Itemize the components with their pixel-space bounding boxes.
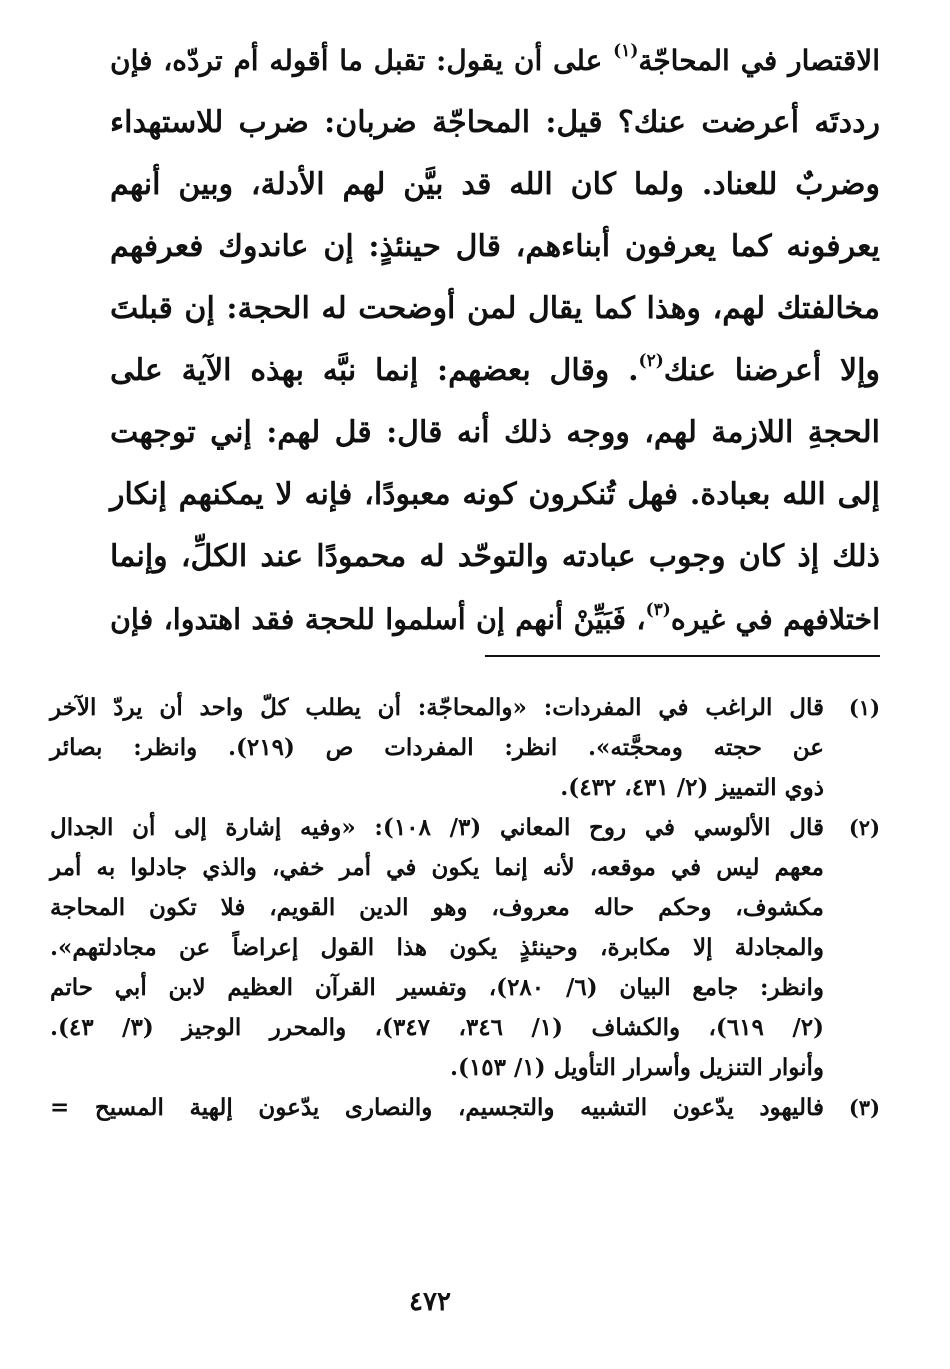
footnote-reference: (٢) <box>638 351 664 371</box>
footnote-3 <box>50 1088 880 1128</box>
footnote-line: عن حجته ومحجَّته». انظر: المفردات ص (٢١٩). وانظر: بصائر <box>50 734 825 761</box>
main-line: وضربٌ للعناد. ولما كان الله قد بيَّن لهم الأدلة، وبين أنهم <box>110 167 880 202</box>
main-line: مخالفتك لهم، وهذا كما يقال لمن أوضحت له الحجة: إن قبلتَ <box>110 291 880 326</box>
footnote-line: معهم ليس في موقعه، لأنه إنما يكون في أمر خفي، والذي جادلوا به أمر <box>50 854 824 881</box>
footnotes <box>50 688 880 1128</box>
footnote-line: ذوي التمييز (٢/ ٤٣١، ٤٣٢). <box>560 774 824 801</box>
main-line: يعرفونه كما يعرفون أبناءهم، قال حينئذٍ: إن عاندوك فعرفهم <box>110 229 880 264</box>
footnote-separator <box>485 655 880 657</box>
main-line: الحجةِ اللازمة لهم، ووجه ذلك أنه قال: قل لهم: إني توجهت <box>110 415 880 450</box>
main-line-text: الاقتصار في المحاجّة <box>638 44 880 77</box>
main-line <box>110 30 880 92</box>
footnote-marker: (٣) <box>848 1095 880 1120</box>
main-line-text: على أن يقول: تقبل ما أقوله أم تردّه، فإن <box>110 44 614 77</box>
footnote-line: والمجادلة إلا مكابرة، وحينئذٍ يكون هذا القول إعراضاً عن مجادلتهم». <box>50 934 824 961</box>
footnote-reference: (١) <box>613 41 639 61</box>
footnote-line: مكشوف، وحكم حاله معروف، وهو الدين القويم، فلا تكون المحاجة <box>50 894 824 921</box>
footnote-line: قال الراغب في المفردات: «والمحاجّة: أن يطلب كلّ واحد أن يردّ الآخر <box>50 694 824 721</box>
footnote-1 <box>50 688 880 808</box>
footnote-line: وأنوار التنزيل وأسرار التأويل (١/ ١٥٣). <box>450 1054 824 1081</box>
footnote-line: وانظر: جامع البيان (٦/ ٢٨٠)، وتفسير القرآن العظيم لابن أبي حاتم <box>50 974 824 1001</box>
main-line-text: اختلافهم في غيره <box>670 602 880 636</box>
footnote-marker: (١) <box>848 695 880 720</box>
footnote-marker: (٢) <box>848 815 880 840</box>
main-line: رددتَه أعرضت عنك؟ قيل: المحاجّة ضربان: ضرب للاستهداء <box>110 105 880 140</box>
main-text <box>110 30 880 650</box>
footnote-2 <box>50 808 880 1088</box>
page-number: ٤٧٢ <box>409 1287 451 1317</box>
main-line-text: . وقال بعضهم: إنما نبَّه بهذه الآية على <box>110 353 639 388</box>
main-line-text: ، فَبَيِّنْ أنهم إن أسلموا للحجة فقد اهتدوا، فإن <box>110 602 646 636</box>
main-line <box>110 588 880 650</box>
footnote-reference: (٣) <box>645 600 671 620</box>
footnote-line: فاليهود يدّعون التشبيه والتجسيم، والنصارى يدّعون إلهية المسيح = <box>50 1094 824 1121</box>
footnote-line: (٢/ ٦١٩)، والكشاف (١/ ٣٤٦، ٣٤٧)، والمحرر الوجيز (٣/ ٤٣). <box>50 1014 824 1041</box>
main-line-text: وإلا أعرضنا عنك <box>663 353 880 388</box>
footnote-line: قال الألوسي في روح المعاني (٣/ ١٠٨): «وفيه إشارة إلى أن الجدال <box>50 814 824 841</box>
main-line <box>110 340 880 402</box>
main-line: ذلك إذ كان وجوب عبادته والتوحّد له محمودًا عند الكلِّ، وإنما <box>110 539 880 574</box>
main-line: إلى الله بعبادة. فهل تُنكرون كونه معبودًا، فإنه لا يمكنهم إنكار <box>110 477 880 512</box>
